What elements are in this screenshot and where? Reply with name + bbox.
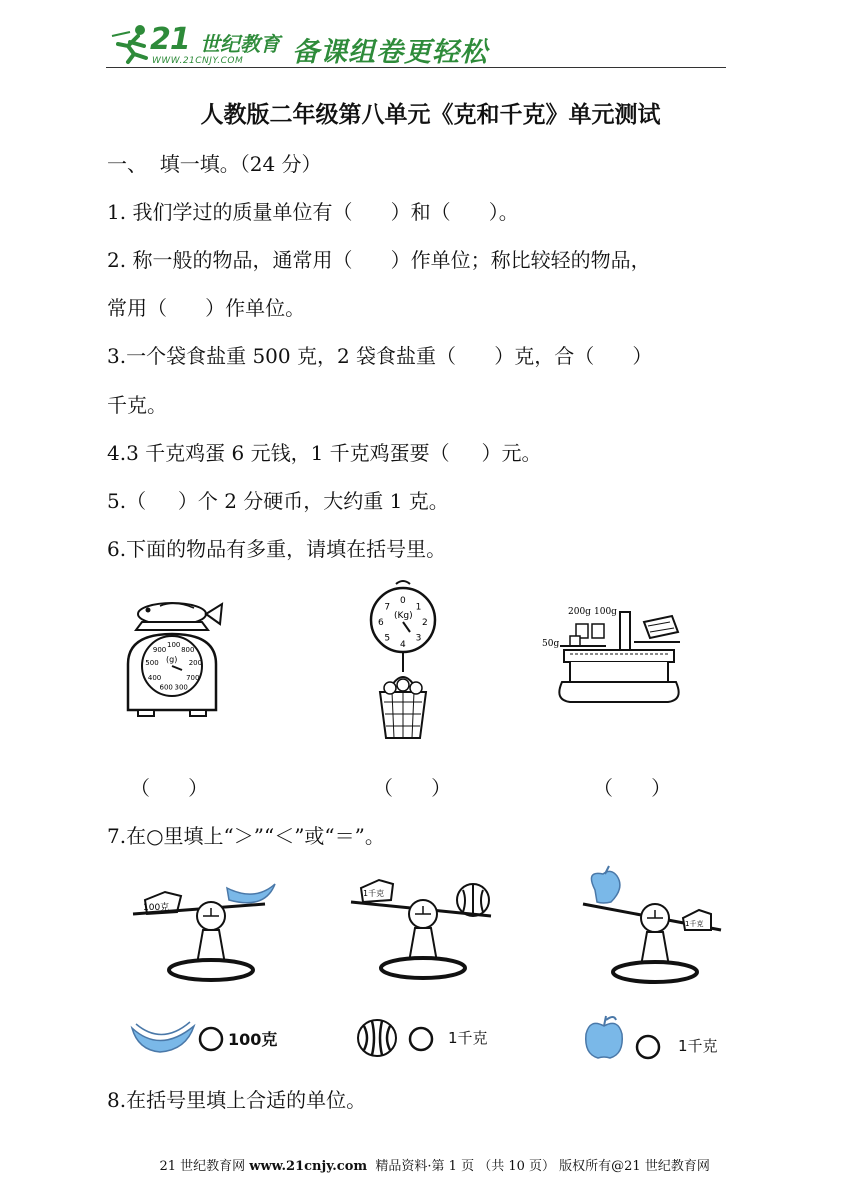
balance-apple-vs-weight-image [575,866,735,991]
footer-url[interactable]: www.21cnjy.com [249,1159,368,1174]
question-7: 7.在○里填上“＞”“＜”或“＝”。 [107,824,385,848]
q6-answer-2[interactable]: （ ） [373,776,452,800]
header-divider [106,67,726,68]
compare-circle-3[interactable] [634,1033,662,1061]
scale1-dial-number-2: 800 [181,646,195,655]
scale2-dial-number-7: 7 [384,602,391,613]
compare-circle-1[interactable] [197,1025,225,1053]
question-1: 1. 我们学过的质量单位有（ ）和（ ）。 [107,200,519,224]
scale1-unit: (g) [166,655,178,664]
banana-icon [130,1020,196,1056]
scale3-weight-200g: 200g [568,607,591,617]
question-2-line-1: 2. 称一般的物品，通常用（ ）作单位；称比较轻的物品， [107,248,651,272]
scale2-dial-number-3: 3 [415,633,422,644]
question-8: 8.在括号里填上合适的单位。 [107,1088,367,1112]
scale2-dial-number-1: 1 [415,602,422,613]
hanging-scale-with-basket-image [358,580,448,745]
question-5: 5.（ ）个 2 分硬币，大约重 1 克。 [107,489,449,513]
scale2-unit: (Kg) [394,611,413,621]
scale1-dial-number-1: 100 [167,641,181,649]
scale3-weight-50g: 50g [542,639,560,649]
scale1-dial-number-7: 400 [147,674,162,682]
scale3-weight-100g: 100g [594,607,617,617]
scale2-dial-number-2: 2 [422,618,428,628]
logo-number: 21 [150,22,190,57]
question-3-line-2: 千克。 [107,393,167,417]
scale2-dial-number-4: 4 [400,640,406,650]
page-footer [0,1140,861,1174]
apple-icon [582,1014,626,1060]
scale2-dial-number-6: 6 [378,618,384,628]
q7-weight-label-3: 1千克 [685,920,704,928]
q7-weight-label-1: 100克 [143,903,170,913]
logo-name: 世纪教育 [200,32,280,56]
balance-scale-with-weights-image [540,602,690,712]
watermelon-icon [356,1018,398,1058]
balance-banana-vs-weight-image [125,876,285,991]
section-heading: 一、 填一填。（24 分） [107,152,322,176]
question-3-line-1: 3.一个袋食盐重 500 克，2 袋食盐重（ ）克，合（ ） [107,344,653,368]
runner-logo-icon [110,24,152,64]
compare-value-3: 1千克 [678,1037,718,1055]
scale1-dial-number-4: 700 [186,674,200,682]
scale1-dial-number-5: 300 [174,683,188,692]
question-4: 4.3 千克鸡蛋 6 元钱，1 千克鸡蛋要（ ）元。 [107,441,542,465]
q6-answer-1[interactable]: （ ） [130,776,209,800]
scale2-dial-number-5: 5 [384,633,391,644]
scale2-dial-number-0: 0 [400,596,406,606]
compare-value-2: 1千克 [448,1029,488,1047]
q7-weight-label-2: 1千克 [363,889,385,898]
scale1-dial-number-8: 500 [145,659,159,668]
kitchen-scale-with-fish-image [120,592,230,722]
scale1-dial-number-0: 900 [152,646,167,655]
q6-answer-3[interactable]: （ ） [593,776,672,800]
compare-circle-2[interactable] [407,1025,435,1053]
slogan: 备课组卷更轻松 [292,37,488,68]
footer-text-left: 21 世纪教育网 [159,1159,250,1174]
scale1-dial-number-3: 200 [188,659,203,668]
footer-text-right: 精品资料·第 1 页 （共 10 页） 版权所有@21 世纪教育网 [367,1159,710,1174]
scale1-dial-number-6: 600 [159,683,173,692]
logo-url: WWW.21CNJY.COM [152,56,244,66]
question-6: 6.下面的物品有多重，请填在括号里。 [107,537,447,561]
balance-weight-vs-watermelon-image [345,870,505,990]
header [0,0,861,80]
page-title: 人教版二年级第八单元《克和千克》单元测试 [200,102,661,128]
question-2-line-2: 常用（ ）作单位。 [107,296,306,320]
compare-value-1: 100克 [228,1030,278,1049]
